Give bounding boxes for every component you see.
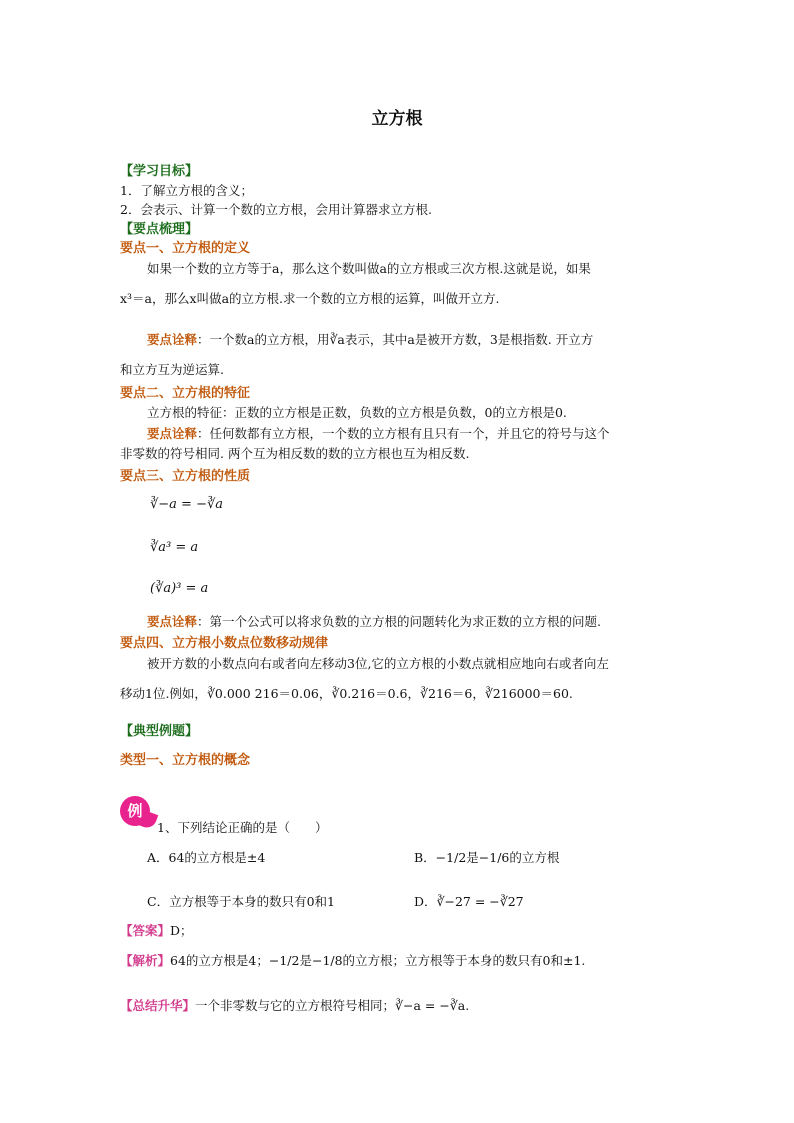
- point4-line2-prefix: 移动1位.例如，: [120, 686, 207, 701]
- point1-line2: x³＝a，那么x叫做a的立方根.求一个数的立方根的运算，叫做开立方.: [120, 291, 500, 306]
- point2-line1: 立方根的特征：正数的立方根是正数，负数的立方根是负数，0的立方根是0.: [147, 405, 567, 420]
- point3-header: 要点三、立方根的性质: [120, 469, 251, 484]
- learning-goal-2: 2．会表示、计算一个数的立方根，会用计算器求立方根.: [120, 202, 432, 217]
- point4-line2: 移动1位.例如，∛0.000 216＝0.06，∛0.216＝0.6，∛216＝6，∛216000＝60.: [120, 686, 573, 701]
- option-a: A．64的立方根是±4: [147, 850, 266, 865]
- point3-note-label: 要点诠释: [147, 614, 198, 629]
- point2-note-line1: ：任何数都有立方根，一个数的立方根有且只有一个，并且它的符号与这个: [197, 426, 610, 441]
- analysis-text: 64的立方根是4；−1/2是−1/8的立方根；立方根等于本身的数只有0和±1.: [170, 953, 586, 968]
- point2-header: 要点二、立方根的特征: [120, 386, 251, 401]
- analysis-label: 【解析】: [120, 953, 171, 968]
- analysis-line: [120, 951, 585, 969]
- answer-label: 【答案】: [120, 923, 171, 938]
- point1-header: 要点一、立方根的定义: [120, 241, 251, 256]
- typical-examples-header: 【典型例题】: [120, 724, 199, 739]
- answer-text: D；: [170, 923, 193, 938]
- point2-note-line2: 非零数的符号相同. 两个互为相反数的数的立方根也互为相反数.: [120, 446, 470, 461]
- formula-2: ∛a³ = a: [150, 540, 199, 555]
- point3-note: [147, 612, 601, 630]
- point1-note-label: 要点诠释: [147, 332, 198, 347]
- formula-1: ∛−a = −∛a: [150, 497, 224, 512]
- example-badge: 例: [120, 796, 150, 826]
- point1-note: [147, 330, 593, 348]
- example-shift-4: ∛216000＝60: [484, 686, 569, 701]
- option-b: B．−1/2是−1/6的立方根: [414, 850, 560, 865]
- page-title: 立方根: [371, 109, 423, 129]
- type1-header: 类型一、立方根的概念: [120, 753, 251, 768]
- example-shift-2: ∛0.216＝0.6: [331, 686, 408, 701]
- formula-3: (∛a)³ = a: [150, 581, 209, 596]
- point1-note-line2: 和立方互为逆运算.: [120, 362, 224, 377]
- point1-note-line1: ：一个数a的立方根，用∛a表示，其中a是被开方数，3是根指数. 开立方: [197, 332, 594, 347]
- point4-line1: 被开方数的小数点向右或者向左移动3位,它的立方根的小数点就相应地向右或者向左: [147, 656, 609, 671]
- summary-line: [120, 996, 469, 1014]
- point1-line1: 如果一个数的立方等于a，那么这个数叫做a的立方根或三次方根.这就是说，如果: [147, 261, 591, 276]
- option-d: D．∛−27 = −∛27: [414, 894, 524, 909]
- example-question: 1、下列结论正确的是（ ）: [157, 820, 328, 835]
- point4-header: 要点四、立方根小数点位数移动规律: [120, 636, 329, 651]
- option-c: C．立方根等于本身的数只有0和1: [147, 894, 335, 909]
- learning-goals-header: 【学习目标】: [120, 164, 199, 179]
- summary-label: 【总结升华】: [120, 998, 196, 1013]
- example-shift-1: ∛0.000 216＝0.06: [206, 686, 319, 701]
- point3-note-text: ：第一个公式可以将求负数的立方根的问题转化为求正数的立方根的问题.: [197, 614, 601, 629]
- summary-header: 【要点梳理】: [120, 222, 199, 237]
- answer-line: [120, 921, 193, 939]
- learning-goal-1: 1．了解立方根的含义；: [120, 183, 253, 198]
- example-shift-3: ∛216＝6: [420, 686, 473, 701]
- point2-note: [147, 424, 610, 442]
- point2-note-label: 要点诠释: [147, 426, 198, 441]
- summary-text: 一个非零数与它的立方根符号相同；∛−a = −∛a.: [195, 998, 470, 1013]
